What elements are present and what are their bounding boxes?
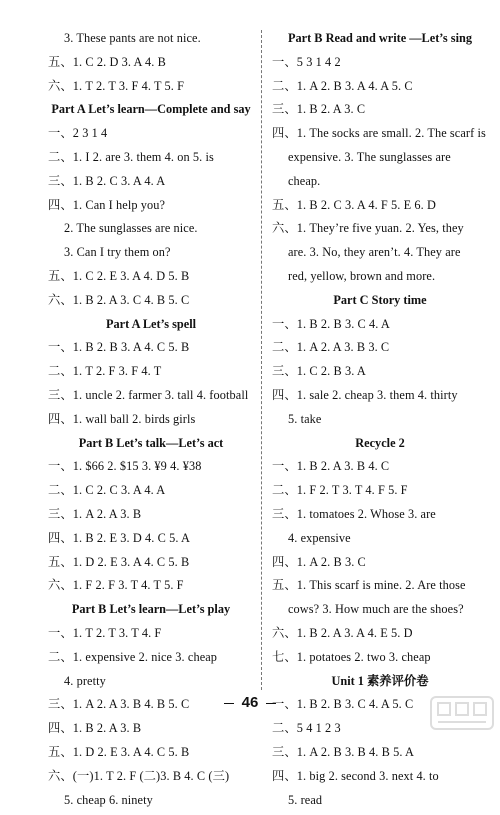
- answer-line: 三、1. A 2. A 3. B: [48, 506, 142, 521]
- answer-line: cheap.: [288, 173, 321, 188]
- answer-line: 二、1. expensive 2. nice 3. cheap: [48, 649, 218, 664]
- answer-line: 二、1. F 2. T 3. T 4. F 5. F: [272, 483, 408, 498]
- answer-line: 二、1. A 2. A 3. B 3. C: [272, 340, 390, 355]
- section-heading: Part A Let’s learn—Complete and say: [51, 102, 251, 117]
- answer-line: 五、1. B 2. C 3. A 4. F 5. E 6. D: [272, 197, 437, 212]
- page-number-dash-right: [266, 703, 276, 704]
- answer-line: 4. pretty: [64, 673, 106, 688]
- answer-line: 三、1. tomatoes 2. Whose 3. are: [272, 506, 436, 521]
- section-heading: Recycle 2: [355, 435, 405, 450]
- section-heading: Part B Let’s learn—Let’s play: [71, 602, 231, 617]
- answer-line: 六、(一)1. T 2. F (二)3. B 4. C (三): [48, 768, 230, 783]
- page-number-text: 46: [241, 694, 259, 711]
- answer-line: 三、1. A 2. A 3. B 4. B 5. C: [48, 697, 190, 712]
- section-heading: Part B Let’s talk—Let’s act: [78, 435, 224, 450]
- answer-line: 五、1. This scarf is mine. 2. Are those: [272, 578, 466, 593]
- answer-line: 二、1. I 2. are 3. them 4. on 5. is: [48, 149, 214, 164]
- answer-line: 一、1. B 2. B 3. C 4. A: [272, 316, 390, 331]
- answer-line: 五、1. D 2. E 3. A 4. C 5. B: [48, 554, 190, 569]
- answer-line: 四、1. big 2. second 3. next 4. to: [272, 768, 439, 783]
- page-number-dash-left: [224, 703, 234, 704]
- answer-line: 二、1. T 2. F 3. F 4. T: [48, 364, 162, 379]
- answer-line: 5. cheap 6. ninety: [64, 792, 153, 807]
- answer-line: 六、1. They’re five yuan. 2. Yes, they: [272, 221, 464, 236]
- answer-line: 4. expensive: [288, 530, 351, 545]
- answer-line: expensive. 3. The sunglasses are: [288, 149, 451, 164]
- page-number: [0, 694, 500, 712]
- answer-line: 二、1. C 2. C 3. A 4. A: [48, 483, 166, 498]
- answer-line: 3. These pants are not nice.: [64, 31, 201, 45]
- answer-line: 四、1. A 2. B 3. C: [272, 554, 366, 569]
- watermark-logo-icon: [430, 696, 494, 730]
- answer-line: 六、1. F 2. F 3. T 4. T 5. F: [48, 578, 184, 593]
- answer-line: 五、1. D 2. E 3. A 4. C 5. B: [48, 744, 190, 759]
- answer-line: red, yellow, brown and more.: [288, 268, 436, 283]
- answer-line: 三、1. B 2. C 3. A 4. A: [48, 173, 166, 188]
- answer-line: 三、1. A 2. B 3. B 4. B 5. A: [272, 744, 414, 759]
- answer-line: 六、1. B 2. A 3. C 4. B 5. C: [48, 292, 190, 307]
- answer-line: 5. take: [288, 411, 322, 426]
- answer-line: 2. The sunglasses are nice.: [64, 221, 198, 236]
- answer-line: 六、1. B 2. A 3. A 4. E 5. D: [272, 625, 413, 640]
- section-heading: Unit 1 素养评价卷: [331, 673, 429, 688]
- answer-line: 一、5 3 1 4 2: [272, 54, 341, 69]
- answer-line: 五、1. C 2. D 3. A 4. B: [48, 54, 166, 69]
- answer-line: 一、1. T 2. T 3. T 4. F: [48, 625, 162, 640]
- answer-line: 四、1. The socks are small. 2. The scarf is: [272, 126, 486, 141]
- answer-line: 一、1. B 2. B 3. A 4. C 5. B: [48, 340, 190, 355]
- answer-line: 四、1. wall ball 2. birds girls: [48, 411, 196, 426]
- answer-line: cows? 3. How much are the shoes?: [288, 602, 464, 617]
- answer-line: 三、1. uncle 2. farmer 3. tall 4. football: [48, 387, 249, 402]
- answer-line: 一、2 3 1 4: [48, 126, 108, 141]
- answer-line: 四、1. B 2. E 3. D 4. C 5. A: [48, 530, 190, 545]
- answer-line: 三、1. C 2. B 3. A: [272, 364, 366, 379]
- answer-line: 5. read: [288, 792, 323, 807]
- answer-line: 四、1. B 2. A 3. B: [48, 721, 142, 736]
- answer-line: 二、5 4 1 2 3: [272, 721, 341, 736]
- answer-line: 七、1. potatoes 2. two 3. cheap: [272, 649, 431, 664]
- answer-line: 一、1. $66 2. $15 3. ¥9 4. ¥38: [48, 459, 202, 474]
- answer-line: 一、1. B 2. A 3. B 4. C: [272, 459, 390, 474]
- answer-line: 四、1. Can I help you?: [48, 197, 166, 212]
- answer-line: 二、1. A 2. B 3. A 4. A 5. C: [272, 78, 413, 93]
- answer-line: 五、1. C 2. E 3. A 4. D 5. B: [48, 268, 190, 283]
- section-heading: Part C Story time: [333, 292, 427, 307]
- answer-line: 3. Can I try them on?: [64, 245, 171, 260]
- answer-line: are. 3. No, they aren’t. 4. They are: [288, 245, 461, 260]
- answer-line: 一、1. B 2. B 3. C 4. A 5. C: [272, 697, 414, 712]
- answer-line: 三、1. B 2. A 3. C: [272, 102, 366, 117]
- answer-line: 四、1. sale 2. cheap 3. them 4. thirty: [272, 387, 458, 402]
- answer-line: 六、1. T 2. T 3. F 4. T 5. F: [48, 78, 185, 93]
- column-divider: [261, 30, 262, 690]
- section-heading: Part B Read and write —Let’s sing: [288, 31, 472, 45]
- section-heading: Part A Let’s spell: [105, 316, 197, 331]
